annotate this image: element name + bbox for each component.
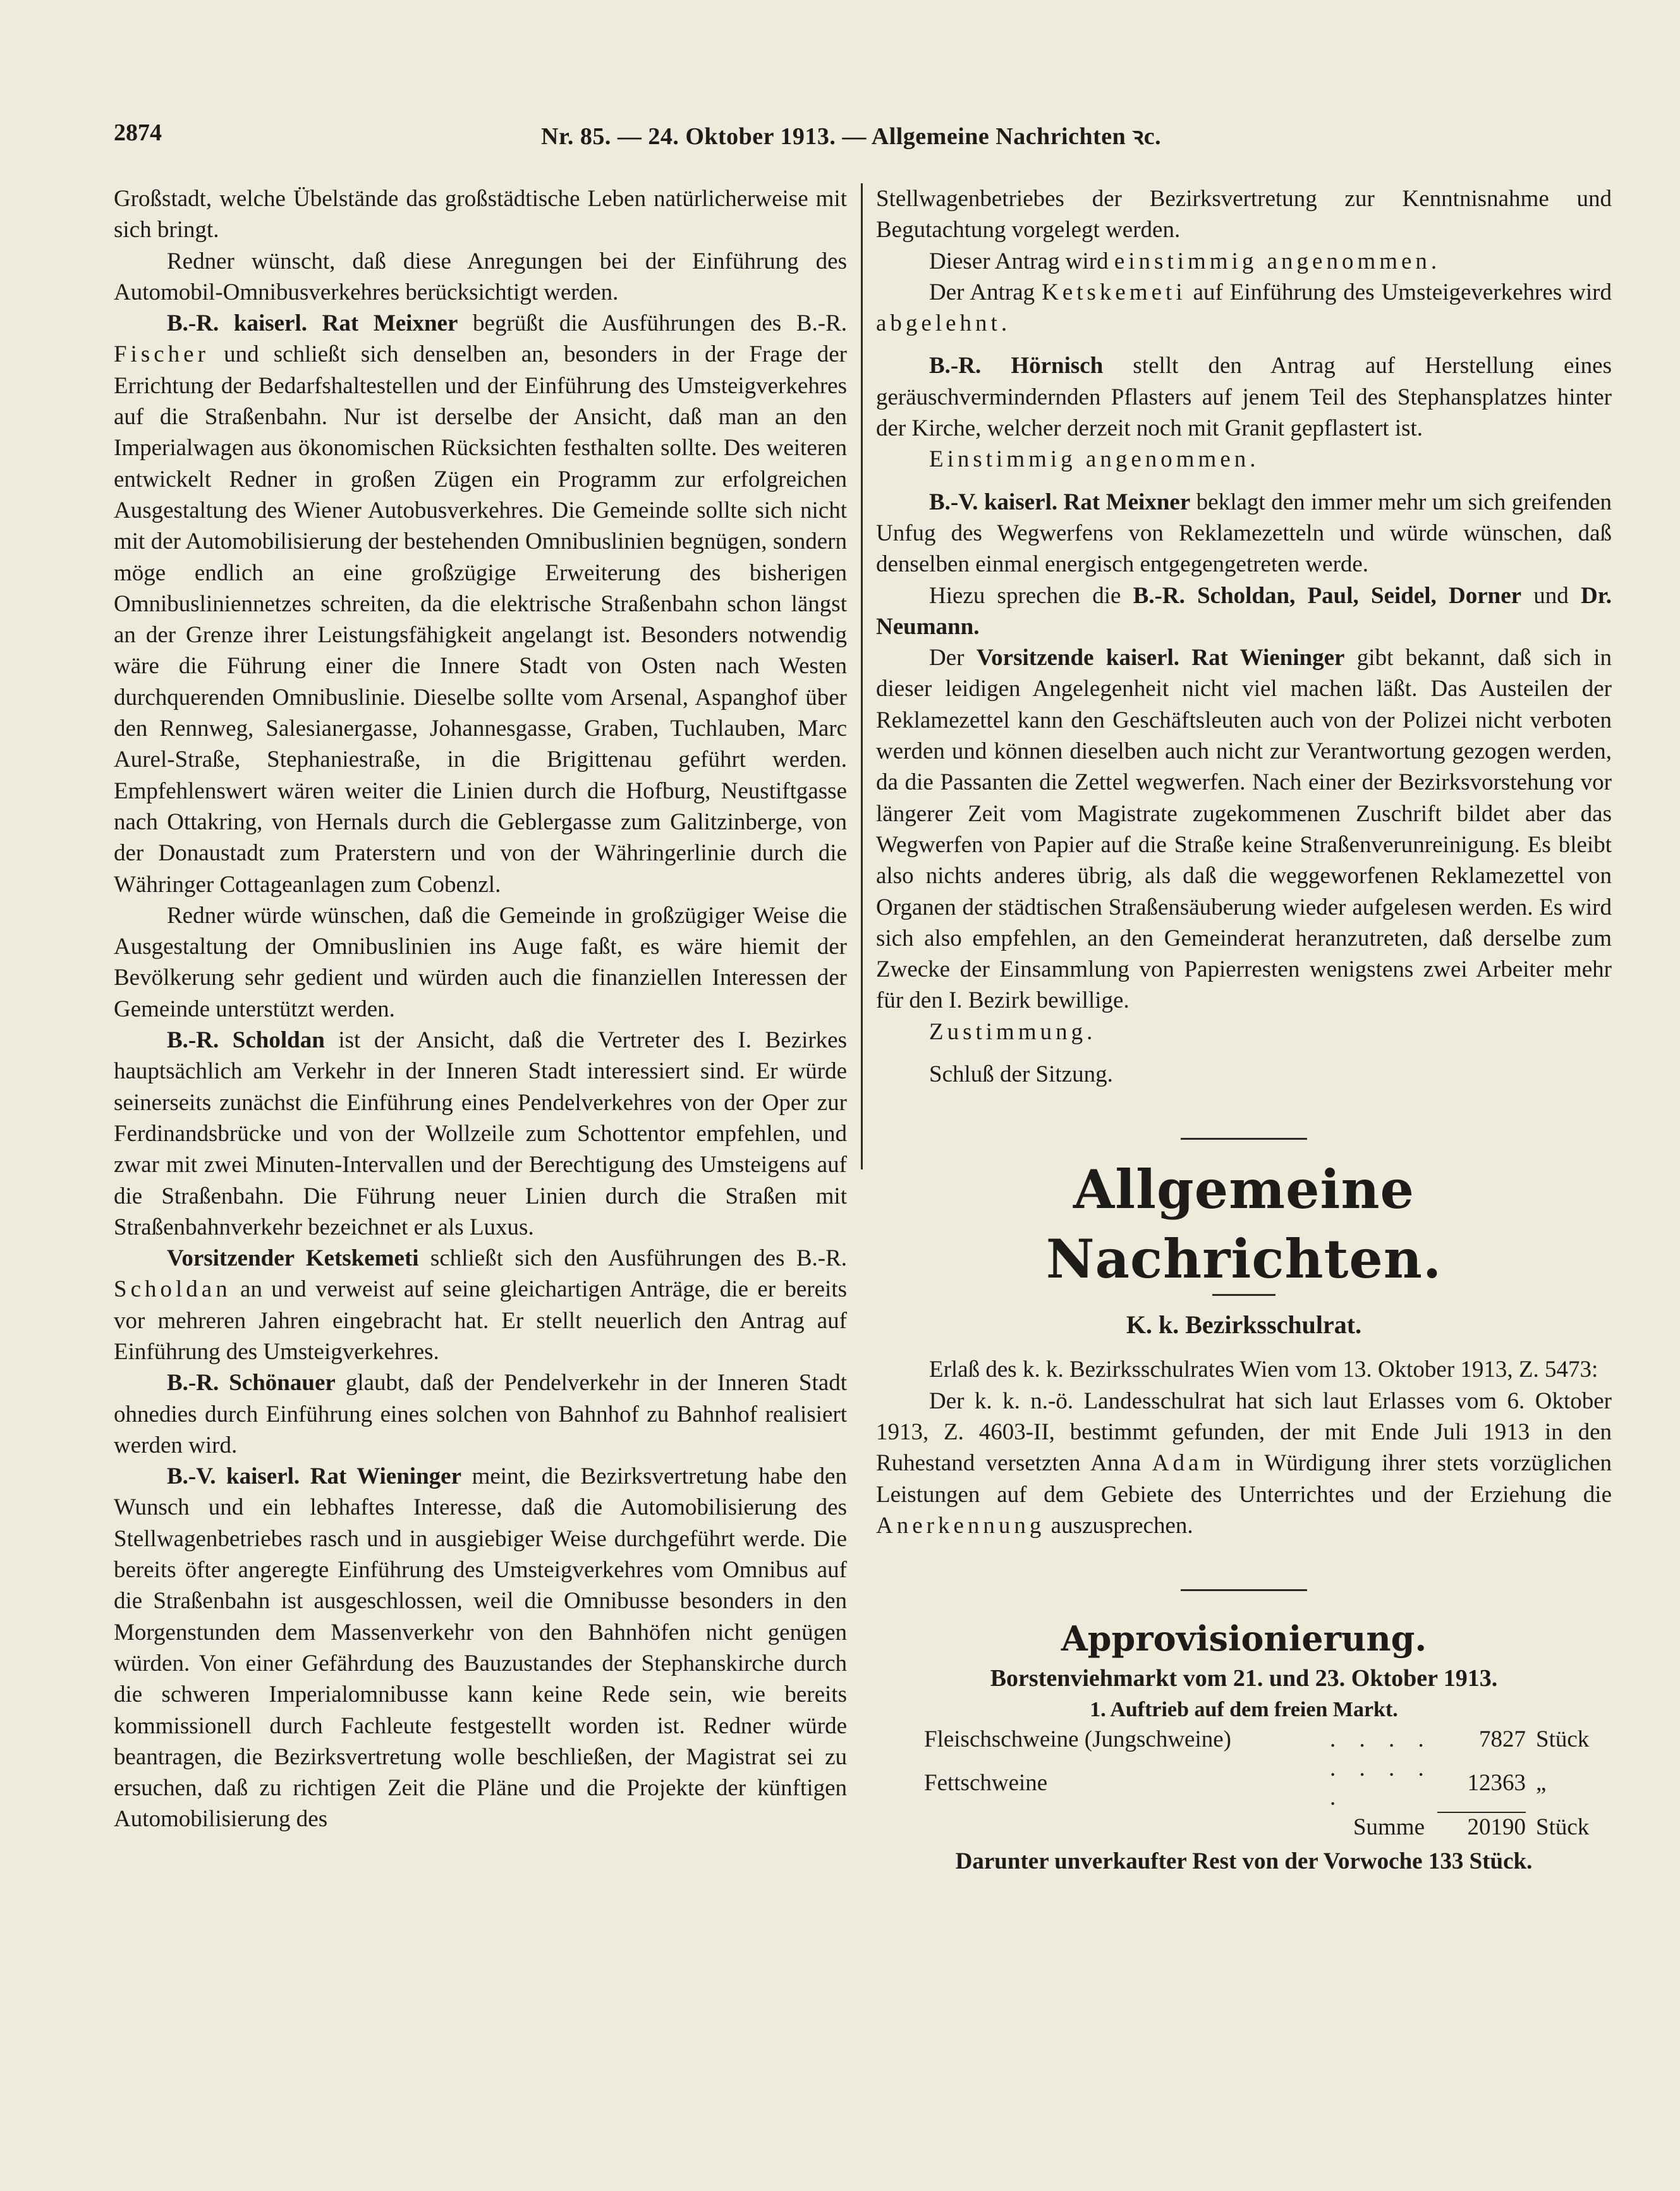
- spacer: [876, 1114, 1612, 1138]
- paragraph-2: [876, 246, 1612, 277]
- column-divider: [861, 183, 863, 1169]
- spaced-name: Fischer: [114, 341, 209, 368]
- paragraph-text: beklagt den immer mehr um sich greifenden Unfug des Wegwerfens von Reklamezetteln und würde wünschen, daß denselben einmal energisch entgegengetreten werde.: [876, 489, 1612, 578]
- paragraph-text: schließt sich den Ausführungen des B.-R.: [418, 1245, 847, 1272]
- paragraph-1: Großstadt, welche Übelstände das großstädtische Leben natürlicherweise mit sich bringt.: [114, 186, 847, 243]
- spaced-name: Adam: [1152, 1450, 1225, 1477]
- paragraph-text: auf Einführung des Umsteigeverkehres wird: [1186, 279, 1612, 305]
- speaker-name: Vorsitzende kaiserl. Rat Wieninger: [976, 645, 1345, 671]
- school-paragraph-1: Erlaß des k. k. Bezirksschulrates Wien vom 13. Oktober 1913, Z. 5473:: [929, 1357, 1598, 1383]
- school-title: K. k. Bezirksschulrat.: [1126, 1310, 1362, 1340]
- spaced-text: Anerkennung: [876, 1512, 1045, 1539]
- page-number: 2874: [114, 119, 162, 146]
- market-title: Approvisionierung.: [1061, 1618, 1427, 1659]
- paragraph-ketskemeti: [114, 1243, 847, 1367]
- paragraph-text: stellt den Antrag auf Herstellung eines geräuschvermindernden Pflasters auf jenem Teil des Stephansplatzes hinter der Kirche, welcher derzeit noch mit Granit gepflastert ist.: [876, 353, 1612, 442]
- table-row: [876, 1754, 1612, 1812]
- spaced-text: abgelehnt.: [876, 310, 1011, 337]
- speaker-name: B.-V. kaiserl. Rat Meixner: [929, 489, 1191, 515]
- speaker-name: Dr. Neumann.: [876, 582, 1612, 640]
- speaker-name: B.-R. Schönauer: [167, 1370, 336, 1396]
- spacer: [876, 475, 1612, 487]
- row-unit: Stück: [1536, 1726, 1590, 1753]
- speaker-name: B.-V. kaiserl. Rat Wieninger: [167, 1463, 462, 1490]
- paragraph-text: gibt bekannt, daß sich in dieser leidigen Angelegenheit nicht viel machen läßt. Das Austeilen der Reklamezettel kann den Geschäftsleuten auch von der Polizei nicht verboten werden und können dieselben auch nicht zur Verantwortung gezogen werden, da die Passanten die Zettel wegwerfen. Nach einer der Bezirksvorstehung vor längerer Zeit vom Magistrate zugekommenen Zuschrift bildet aber das Wegwerfen von Papier auf die Straße keine Straßenverunreinigung. Es bleibt also nichts anderes übrig, als daß die weggeworfenen Reklamezettel von Organen der städtischen Straßensäuberung wieder aufgelesen werden. Es wird sich also empfehlen, an den Gemeinderat heranzutreten, daß derselbe zum Zwecke der Einsammlung von Papierresten wenigstens zwei Arbeiter mehr für den I. Bezirk bewillige.: [876, 645, 1612, 1014]
- paragraph-text: Der: [929, 645, 977, 671]
- speaker-name: B.-R. Scholdan: [167, 1027, 325, 1054]
- spaced-text: einstimmig angenommen.: [1114, 248, 1441, 274]
- speaker-name: B.-R. Hörnisch: [929, 353, 1104, 379]
- row-dots: . . . .: [1330, 1726, 1433, 1753]
- paragraph-text: ist der Ansicht, daß die Vertreter des I. Bezirkes hauptsächlich am Verkehr in der Inneren Stadt interessiert sind. Er würde seinerseits zunächst die Einführung eines Pendelverkehres von der Oper zur Ferdinandsbrücke und von der Wollzeile zum Schottentor empfehlen, und zwar mit zwei Minuten-Intervallen und der Berechtigung des Umsteigens auf die Straßenbahn. Die Führung neuer Linien durch die Straßen mit Straßenbahnverkehr bezeichnet er als Luxus.: [114, 1027, 848, 1240]
- paragraph-meixner: [114, 308, 847, 900]
- market-subtitle: Borstenviehmarkt vom 21. und 23. Oktober 1913.: [990, 1665, 1498, 1692]
- paragraph-text: auszusprechen.: [1045, 1512, 1193, 1539]
- paragraph-text: an und verweist auf seine gleichartigen Anträge, die er bereits vor mehreren Jahren eingebracht hat. Er stellt neuerlich den Antrag auf Einführung des Umsteigverkehres.: [114, 1276, 847, 1365]
- spacer: [876, 1090, 1612, 1114]
- spacer: [876, 1565, 1612, 1589]
- paragraph-wieninger: [114, 1461, 847, 1835]
- spacer: [876, 1343, 1612, 1354]
- sum-value: 20190: [1437, 1812, 1526, 1842]
- row-label: Fleischschweine (Jungschweine): [924, 1726, 1232, 1753]
- news-title: Allgemeine Nachrichten.: [1045, 1158, 1442, 1291]
- left-column: [114, 183, 847, 1835]
- sum-row: [876, 1812, 1612, 1842]
- paragraph-5: Einstimmig angenommen.: [929, 446, 1260, 473]
- market-subtitle-2: 1. Auftrieb auf dem freien Markt.: [1090, 1698, 1398, 1722]
- paragraph-10: Schluß der Sitzung.: [929, 1061, 1113, 1088]
- row-label: Fettschweine: [924, 1770, 1048, 1797]
- paragraph-9: Zustimmung.: [929, 1018, 1097, 1045]
- spaced-name: Scholdan: [114, 1276, 231, 1303]
- paragraph-text: Hiezu sprechen die: [929, 582, 1133, 609]
- spacer: [876, 1296, 1612, 1307]
- market-table: [876, 1725, 1612, 1842]
- paragraph-text: und schließt sich denselben an, besonders in der Frage der Errichtung der Bedarfshaltestellen und der Einführung des Umsteigverkehres auf die Straßenbahn. Nur ist derselbe der Ansicht, daß man an den Imperialwagen aus ökonomischen Rücksichten festhalten sollte. Des weiteren entwickelt Redner in großen Zügen ein Programm zur erfolgreichen Ausgestaltung des Wiener Autobusverkehres. Die Gemeinde sollte sich nicht mit der Automobilisierung der bestehenden Omnibuslinien begnügen, sondern möge endlich an eine großzügige Erweiterung des bisherigen Omnibusliniennetzes schreiten, da die elektrische Straßenbahn schon längst an der Grenze ihrer Leistungsfähigkeit angelangt ist. Besonders notwendig wäre die Führung einer die Innere Stadt von Osten nach Westen durchquerenden Omnibuslinie. Dieselbe sollte vom Arsenal, Aspanghof über den Rennweg, Salesianergasse, Johannesgasse, Graben, Tuchlauben, Marc Aurel-Straße, Stephaniestraße, in die Brigittenau geführt werden. Empfehlenswert wären weiter die Linien durch die Hofburg, Neustiftgasse nach Ottakring, von Hernals durch die Geblergasse zum Galitzinberge, von der Donaustadt zum Praterstern und von der Währingerlinie durch die Währinger Cottageanlagen zum Cobenzl.: [114, 341, 847, 898]
- row-value: 12363: [1467, 1769, 1526, 1796]
- paragraph-hoernisch: [876, 350, 1612, 444]
- paragraph-wieninger-2: [876, 642, 1612, 1016]
- paragraph-text: Der Antrag: [929, 279, 1042, 305]
- spacer: [876, 1591, 1612, 1615]
- paragraph-text: Der k. k. n.-ö. Landesschulrat hat sich laut Erlasses vom 6. Oktober 1913, Z. 4603-II, bestimmt gefunden, der mit Ende Juli 1913 in den Ruhestand versetzten Anna: [876, 1388, 1612, 1477]
- spaced-name: Ketskemeti: [1042, 279, 1186, 305]
- paragraph-2: Redner wünscht, daß diese Anregungen bei der Einführung des Automobil-Omnibusverkehres berücksichtigt werden.: [114, 248, 847, 305]
- paragraph-text: und: [1521, 582, 1581, 609]
- speaker-name: B.-R. kaiserl. Rat Meixner: [167, 310, 458, 337]
- table-row: [876, 1725, 1612, 1754]
- speaker-names: B.-R. Scholdan, Paul, Seidel, Dorner: [1133, 582, 1522, 609]
- row-dots: . . . . .: [1330, 1755, 1433, 1811]
- page-header: [114, 113, 1549, 157]
- speaker-name: Vorsitzender Ketskemeti: [167, 1245, 419, 1272]
- school-paragraph-2: [876, 1386, 1612, 1541]
- paragraph-text: in Würdigung ihrer stets vorzüglichen Leistungen auf dem Gebiete des Unterrichtes und der Erziehung die: [876, 1450, 1612, 1508]
- market-footnote: Darunter unverkaufter Rest von der Vorwoche 133 Stück.: [955, 1848, 1533, 1875]
- paragraph-4: Redner würde wünschen, daß die Gemeinde in großzügiger Weise die Ausgestaltung der Omnibuslinien ins Auge faßt, es wäre hiemit der Bevölkerung sehr gedient und würden auch die finanziellen Interessen der Gemeinde unterstützt werden.: [114, 902, 847, 1022]
- sum-unit: Stück: [1536, 1814, 1590, 1840]
- paragraph-text: meint, die Bezirksvertretung habe den Wunsch und ein lebhaftes Interesse, daß die Automobilisierung des Stellwagenbetriebes rasch und in ausgiebiger Weise durchgeführt werde. Die bereits öfter angeregte Einführung des Umsteigverkehres vom Omnibus auf die Straßenbahn ist ausgeschlossen, weil die Omnibusse besonders in den Morgenstunden dem Massenverkehr von den Bahnhöfen nicht genügen würden. Von einer Gefährdung des Bauzustandes der Stephanskirche durch die schweren Imperialomnibusse kann keine Rede sein, wie bereits kommissionell durch Fachleute festgestellt worden ist. Redner würde beantragen, die Bezirksvertretung wolle beschließen, der Magistrat sei zu ersuchen, daß zu richtigen Zeit die Pläne und die Projekte der künftigen Automobilisierung des: [114, 1463, 847, 1833]
- running-head: Nr. 85. — 24. Oktober 1913. — Allgemeine Nachrichten ꝛc.: [541, 123, 1162, 150]
- paragraph-text: glaubt, daß der Pendelverkehr in der Inneren Stadt ohnedies durch Einführung eines solchen von Bahnhof zu Bahnhof realisiert werden wird.: [114, 1370, 847, 1458]
- paragraph-1: Stellwagenbetriebes der Bezirksvertretung zur Kenntnisnahme und Begutachtung vorgelegt werden.: [876, 186, 1612, 243]
- row-unit: „: [1536, 1770, 1547, 1797]
- right-column: [876, 183, 1612, 1877]
- paragraph-text: Dieser Antrag wird: [929, 248, 1114, 274]
- paragraph-scholdan: [114, 1025, 847, 1243]
- paragraph-3: [876, 277, 1612, 339]
- paragraph-7: [876, 580, 1612, 643]
- paragraph-meixner-2: [876, 487, 1612, 580]
- section-rule: [1181, 1138, 1307, 1140]
- spacer: [876, 1541, 1612, 1565]
- paragraph-text: begrüßt die Ausführungen des B.-R.: [458, 310, 847, 337]
- spacer: [876, 339, 1612, 350]
- sum-label: Summe: [1353, 1814, 1425, 1840]
- row-value: 7827: [1479, 1726, 1526, 1753]
- paragraph-schoenauer: [114, 1367, 847, 1461]
- spacer: [876, 1047, 1612, 1059]
